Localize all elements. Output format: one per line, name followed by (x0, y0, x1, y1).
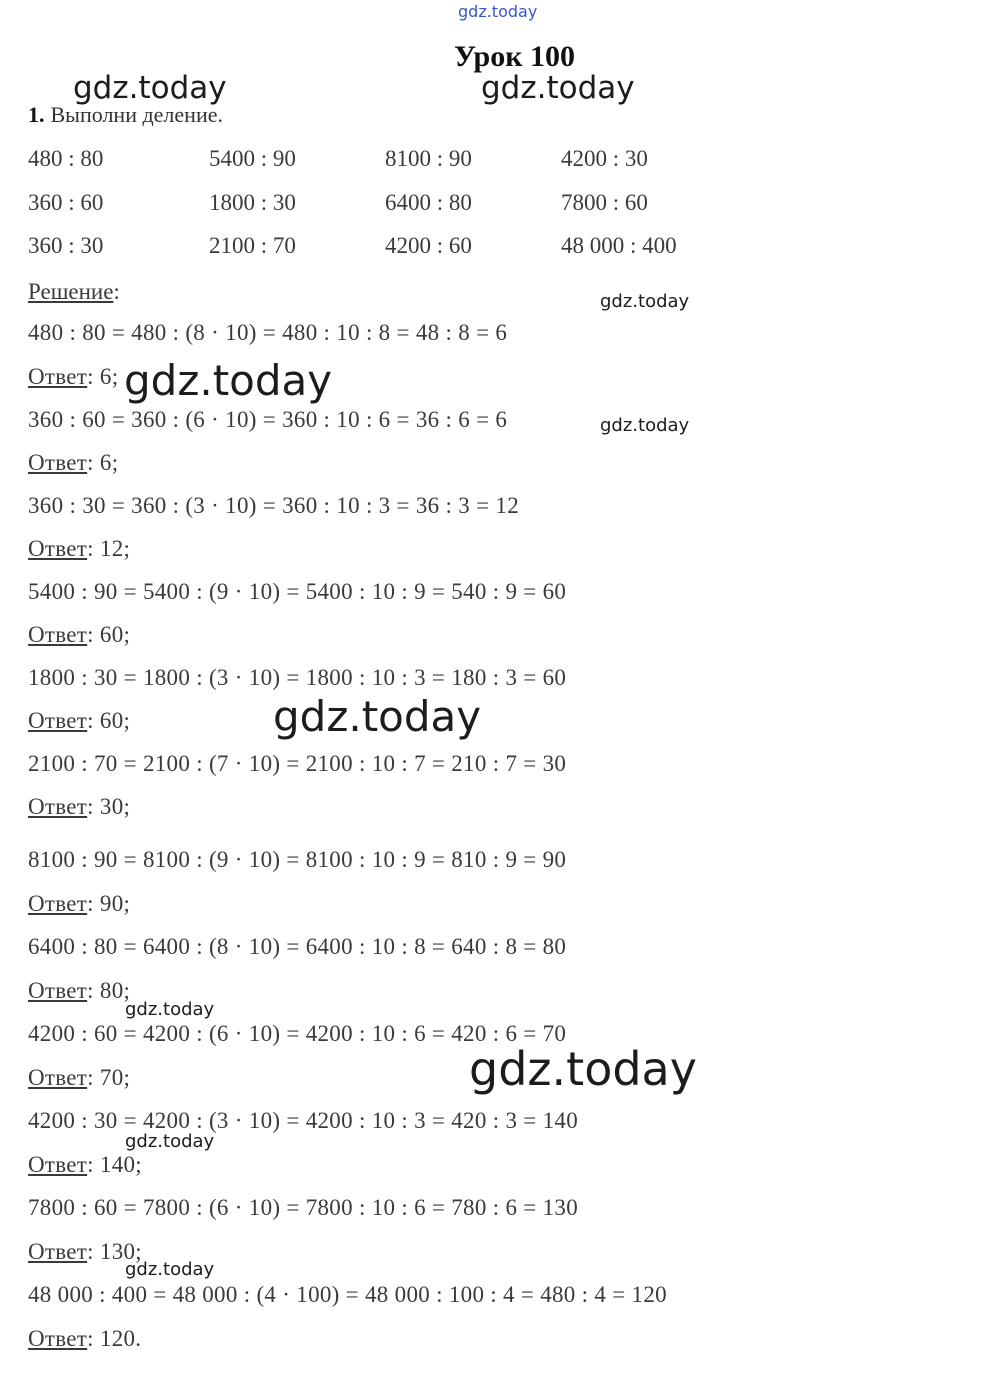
answer-line (28, 1152, 142, 1178)
answer-value: : 60; (87, 708, 131, 733)
watermark: gdz.today (125, 1131, 215, 1152)
solution-colon: : (113, 279, 120, 304)
answer-line (28, 536, 130, 562)
problem-row (28, 190, 728, 220)
solution-expression: 2100 : 70 = 2100 : (7 · 10) = 2100 : 10 : 7 = 210 : 7 = 30 (28, 751, 567, 776)
watermark: gdz.today (481, 70, 635, 106)
answer-value: : 140; (87, 1152, 142, 1177)
answer-label: Ответ (28, 1326, 88, 1351)
answer-line (28, 1065, 130, 1091)
answer-line (28, 364, 118, 390)
problem-cell: 8100 : 90 (385, 146, 472, 171)
watermark: gdz.today (73, 70, 227, 106)
solution-expression: 8100 : 90 = 8100 : (9 · 10) = 8100 : 10 : 9 = 810 : 9 = 90 (28, 847, 567, 872)
problem-cell: 360 : 30 (28, 233, 104, 258)
answer-label: Ответ (28, 794, 88, 819)
answer-value: : 130; (87, 1239, 142, 1264)
watermark: gdz.today (600, 415, 690, 436)
answer-label: Ответ (28, 450, 88, 475)
answer-line (28, 891, 130, 917)
solution-expression: 5400 : 90 = 5400 : (9 · 10) = 5400 : 10 : 9 = 540 : 9 = 60 (28, 579, 567, 604)
answer-line (28, 622, 130, 648)
problem-row (28, 233, 728, 263)
lesson-title: Урок 100 (453, 40, 576, 73)
problem-cell: 5400 : 90 (209, 146, 296, 171)
problem-cell: 48 000 : 400 (561, 233, 677, 258)
solution-expression: 4200 : 60 = 4200 : (6 · 10) = 4200 : 10 : 6 = 420 : 6 = 70 (28, 1021, 567, 1046)
task-text: Выполни деление. (50, 102, 223, 127)
answer-value: : 70; (87, 1065, 131, 1090)
answer-value: : 6; (87, 450, 119, 475)
task-number: 1. (28, 102, 45, 127)
answer-label: Ответ (28, 536, 88, 561)
answer-label: Ответ (28, 364, 88, 389)
answer-line (28, 1326, 141, 1352)
problem-cell: 4200 : 60 (385, 233, 472, 258)
answer-label: Ответ (28, 622, 88, 647)
problem-cell: 2100 : 70 (209, 233, 296, 258)
answer-label: Ответ (28, 891, 88, 916)
answer-line (28, 794, 130, 820)
solution-expression: 360 : 60 = 360 : (6 · 10) = 360 : 10 : 6 = 36 : 6 = 6 (28, 407, 508, 432)
answer-value: : 60; (87, 622, 131, 647)
watermark: gdz.today (125, 999, 215, 1020)
solution-label (28, 279, 120, 305)
answer-value: : 90; (87, 891, 131, 916)
solution-expression: 6400 : 80 = 6400 : (8 · 10) = 6400 : 10 : 8 = 640 : 8 = 80 (28, 934, 567, 959)
site-watermark-top: gdz.today (458, 2, 538, 21)
solution-expression: 360 : 30 = 360 : (3 · 10) = 360 : 10 : 3 = 36 : 3 = 12 (28, 493, 520, 518)
answer-label: Ответ (28, 978, 88, 1003)
answer-label: Ответ (28, 1152, 88, 1177)
answer-line (28, 978, 130, 1004)
answer-value: : 30; (87, 794, 131, 819)
watermark: gdz.today (600, 291, 690, 312)
problem-row (28, 146, 728, 176)
problem-cell: 360 : 60 (28, 190, 104, 215)
problem-cell: 480 : 80 (28, 146, 104, 171)
answer-value: : 6; (87, 364, 119, 389)
answer-value: : 80; (87, 978, 131, 1003)
problem-cell: 6400 : 80 (385, 190, 472, 215)
answer-value: : 12; (87, 536, 131, 561)
solution-expression: 480 : 80 = 480 : (8 · 10) = 480 : 10 : 8 = 48 : 8 = 6 (28, 320, 508, 345)
problem-cell: 7800 : 60 (561, 190, 648, 215)
solution-label-text: Решение (28, 279, 114, 304)
solution-expression: 7800 : 60 = 7800 : (6 · 10) = 7800 : 10 : 6 = 780 : 6 = 130 (28, 1195, 579, 1220)
answer-label: Ответ (28, 708, 88, 733)
watermark: gdz.today (124, 356, 333, 405)
problem-cell: 1800 : 30 (209, 190, 296, 215)
problem-cell: 4200 : 30 (561, 146, 648, 171)
answer-line (28, 708, 130, 734)
answer-value: : 120. (87, 1326, 142, 1351)
solution-expression: 48 000 : 400 = 48 000 : (4 · 100) = 48 000 : 100 : 4 = 480 : 4 = 120 (28, 1282, 667, 1307)
solution-expression: 4200 : 30 = 4200 : (3 · 10) = 4200 : 10 : 3 = 420 : 3 = 140 (28, 1108, 579, 1133)
answer-label: Ответ (28, 1239, 88, 1264)
answer-label: Ответ (28, 1065, 88, 1090)
watermark: gdz.today (125, 1259, 215, 1280)
watermark: gdz.today (469, 1042, 697, 1096)
answer-line (28, 450, 118, 476)
solution-expression: 1800 : 30 = 1800 : (3 · 10) = 1800 : 10 : 3 = 180 : 3 = 60 (28, 665, 567, 690)
watermark: gdz.today (273, 692, 482, 741)
